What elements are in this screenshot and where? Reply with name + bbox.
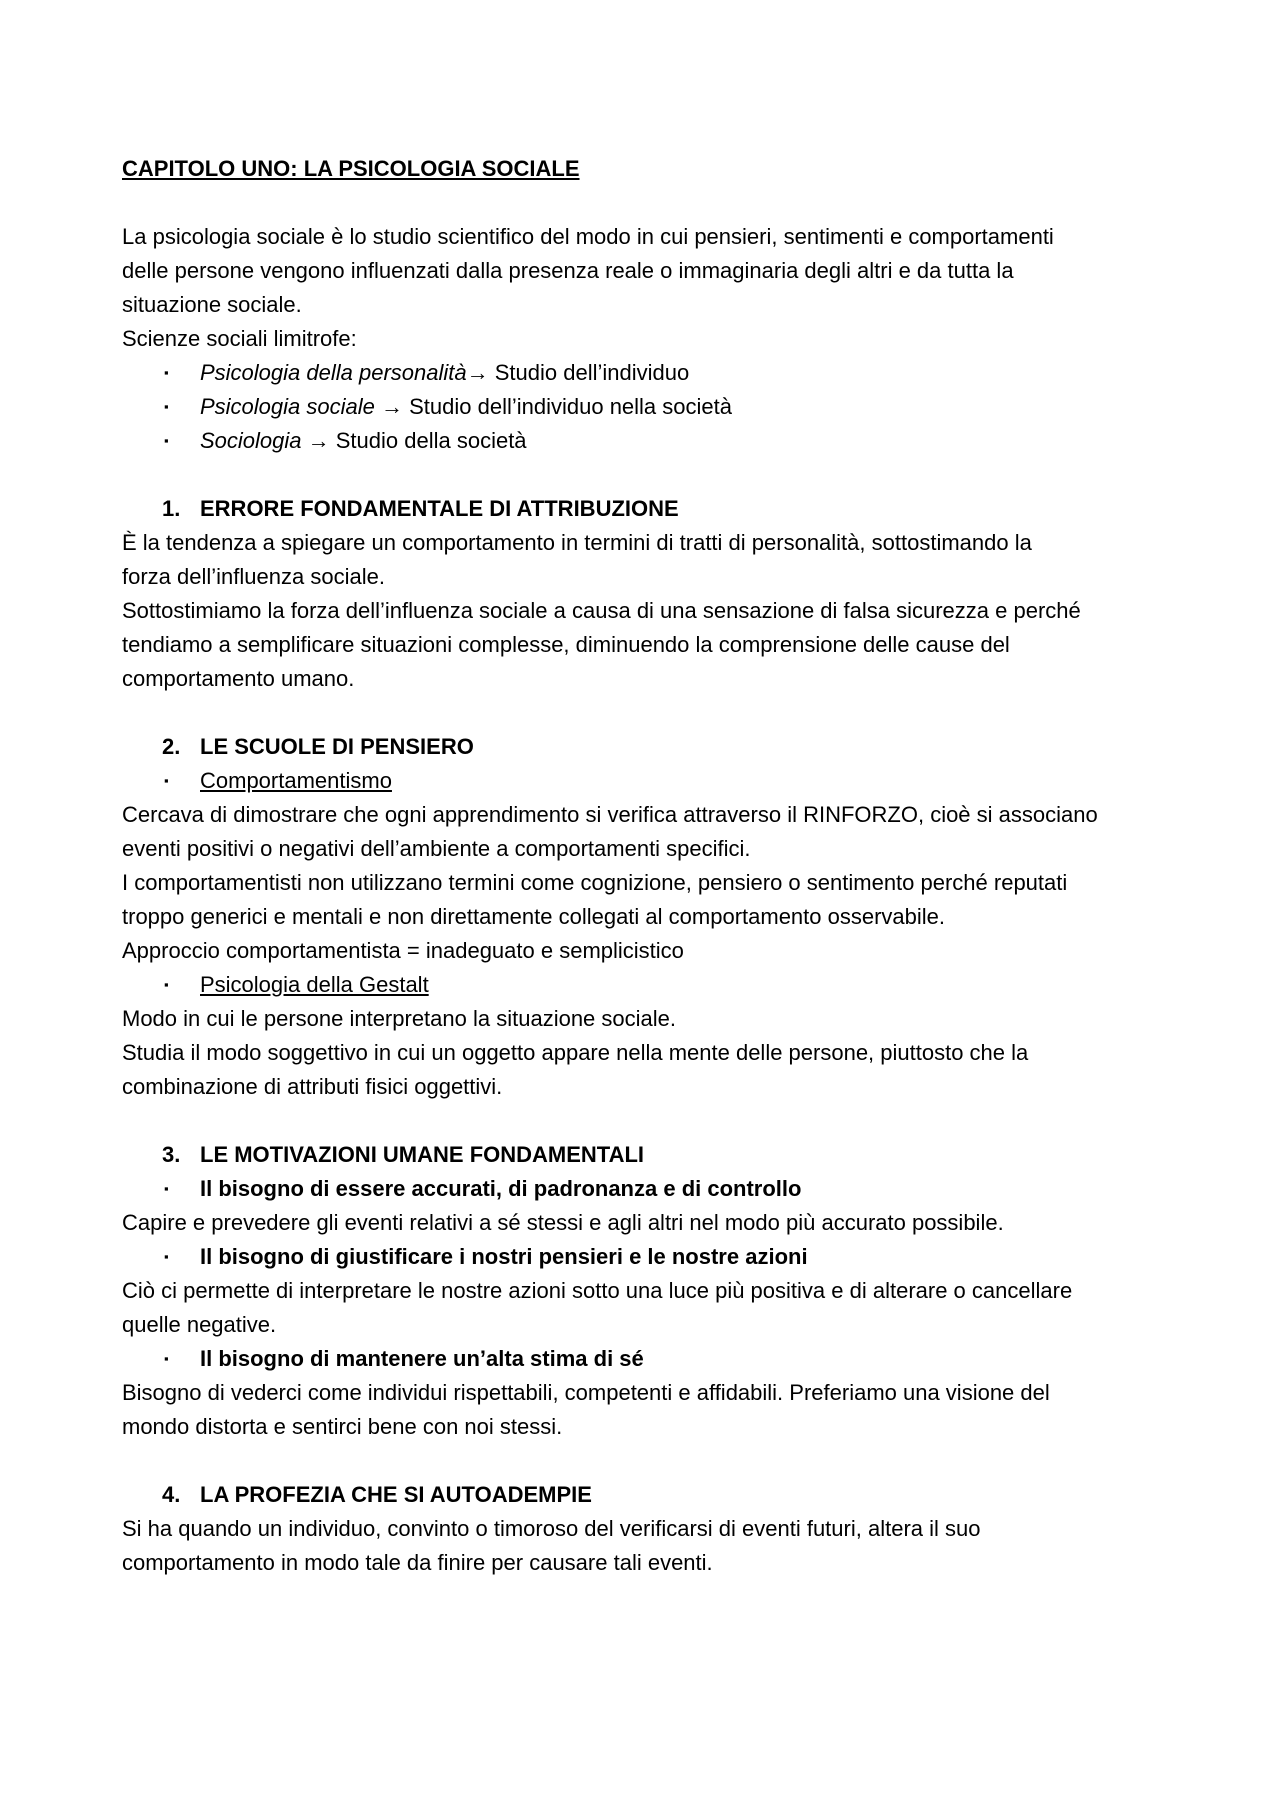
section-title: LE MOTIVAZIONI UMANE FONDAMENTALI <box>200 1142 645 1167</box>
subheading-item <box>122 1240 1172 1274</box>
section-number: 4. <box>162 1482 181 1507</box>
subheading-item <box>122 1342 1172 1376</box>
section-number: 3. <box>162 1142 181 1167</box>
arrow-right-icon: → <box>307 428 330 453</box>
section-number: 2. <box>162 734 181 759</box>
list-item <box>122 424 1172 458</box>
subheading: Comportamentismo <box>200 768 392 793</box>
paragraph-line: troppo generici e mentali e non direttamente collegati al comportamento osservabile. <box>122 904 946 929</box>
subheading: Il bisogno di essere accurati, di padronanza e di controllo <box>200 1176 802 1201</box>
square-bullet-icon: ▪ <box>164 365 169 380</box>
paragraph-line: situazione sociale. <box>122 292 302 317</box>
subheading: Il bisogno di giustificare i nostri pensieri e le nostre azioni <box>200 1244 808 1269</box>
subheading: Il bisogno di mantenere un’alta stima di sé <box>200 1346 644 1371</box>
list-item <box>122 390 1172 424</box>
subheading: Psicologia della Gestalt <box>200 972 429 997</box>
square-bullet-icon: ▪ <box>164 399 169 414</box>
section-title: ERRORE FONDAMENTALE DI ATTRIBUZIONE <box>200 496 679 521</box>
section-heading <box>122 730 1172 764</box>
paragraph-line: Bisogno di vederci come individui rispettabili, competenti e affidabili. Preferiamo una visione del <box>122 1380 1050 1405</box>
paragraph-line: Cercava di dimostrare che ogni apprendimento si verifica attraverso il RINFORZO, cioè si associano <box>122 802 1098 827</box>
list-term: Sociologia <box>200 428 302 453</box>
paragraph-line: comportamento in modo tale da finire per causare tali eventi. <box>122 1550 713 1575</box>
paragraph-line: Sottostimiamo la forza dell’influenza sociale a causa di una sensazione di falsa sicurezza e perché <box>122 598 1081 623</box>
list-desc: Studio dell’individuo nella società <box>403 394 732 419</box>
paragraph-line: eventi positivi o negativi dell’ambiente a comportamenti specifici. <box>122 836 751 861</box>
square-bullet-icon: ▪ <box>164 977 169 992</box>
list-term: Psicologia della personalità <box>200 360 467 385</box>
paragraph-line: È la tendenza a spiegare un comportamento in termini di tratti di personalità, sottostimando la <box>122 530 1032 555</box>
paragraph-line: Capire e prevedere gli eventi relativi a sé stessi e agli altri nel modo più accurato possibile. <box>122 1210 1004 1235</box>
paragraph-line: combinazione di attributi fisici oggettivi. <box>122 1074 503 1099</box>
document-body <box>122 152 1172 1580</box>
arrow-right-icon: → <box>466 360 489 385</box>
square-bullet-icon: ▪ <box>164 433 169 448</box>
paragraph-line: Ciò ci permette di interpretare le nostre azioni sotto una luce più positiva e di alterare o cancellare <box>122 1278 1073 1303</box>
paragraph-line: Scienze sociali limitrofe: <box>122 326 357 351</box>
chapter-title: CAPITOLO UNO: LA PSICOLOGIA SOCIALE <box>122 156 580 181</box>
paragraph-line: Modo in cui le persone interpretano la situazione sociale. <box>122 1006 676 1031</box>
paragraph-line: quelle negative. <box>122 1312 277 1337</box>
section-number: 1. <box>162 496 181 521</box>
subheading-item <box>122 968 1172 1002</box>
list-desc: Studio della società <box>329 428 527 453</box>
section-heading <box>122 1478 1172 1512</box>
paragraph-line: Studia il modo soggettivo in cui un oggetto appare nella mente delle persone, piuttosto che la <box>122 1040 1029 1065</box>
square-bullet-icon: ▪ <box>164 1249 169 1264</box>
paragraph-line: tendiamo a semplificare situazioni complesse, diminuendo la comprensione delle cause del <box>122 632 1010 657</box>
paragraph-line: delle persone vengono influenzati dalla presenza reale o immaginaria degli altri e da tutta la <box>122 258 1014 283</box>
square-bullet-icon: ▪ <box>164 1351 169 1366</box>
arrow-right-icon: → <box>381 394 403 419</box>
section-heading <box>122 492 1172 526</box>
paragraph-line: La psicologia sociale è lo studio scientifico del modo in cui pensieri, sentimenti e comportamenti <box>122 224 1054 249</box>
paragraph-line: forza dell’influenza sociale. <box>122 564 385 589</box>
section-title: LE SCUOLE DI PENSIERO <box>200 734 474 759</box>
list-term: Psicologia sociale <box>200 394 375 419</box>
paragraph-line: comportamento umano. <box>122 666 355 691</box>
paragraph-line: Si ha quando un individuo, convinto o timoroso del verificarsi di eventi futuri, altera il suo <box>122 1516 981 1541</box>
paragraph-line: mondo distorta e sentirci bene con noi stessi. <box>122 1414 563 1439</box>
section-title: LA PROFEZIA CHE SI AUTOADEMPIE <box>200 1482 592 1507</box>
paragraph-line: I comportamentisti non utilizzano termini come cognizione, pensiero o sentimento perché reputati <box>122 870 1068 895</box>
square-bullet-icon: ▪ <box>164 773 169 788</box>
subheading-item <box>122 764 1172 798</box>
paragraph-line: Approccio comportamentista = inadeguato e semplicistico <box>122 938 684 963</box>
list-desc: Studio dell’individuo <box>488 360 690 385</box>
subheading-item <box>122 1172 1172 1206</box>
list-item <box>122 356 1172 390</box>
square-bullet-icon: ▪ <box>164 1181 169 1196</box>
section-heading <box>122 1138 1172 1172</box>
